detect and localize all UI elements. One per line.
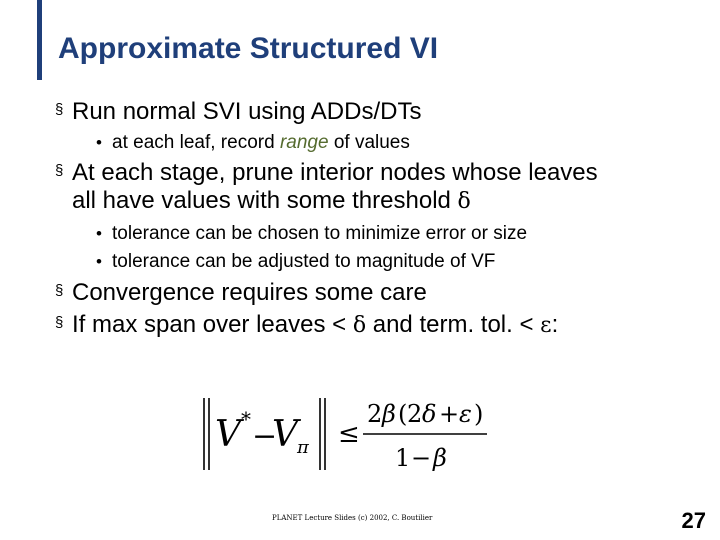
- subbullet-text: tolerance can be adjusted to magnitude of VF: [112, 251, 496, 273]
- subbullet-text-pre: at each leaf, record: [112, 131, 280, 153]
- subbullet-text-post: of values: [328, 131, 410, 153]
- bullet-prune-nodes-line2: [52, 187, 702, 215]
- bullet-marker-icon: §: [55, 313, 64, 331]
- delta-symbol: δ: [352, 312, 367, 338]
- num-open-paren: (: [398, 400, 408, 428]
- num-close-paren: ): [474, 400, 484, 428]
- highlight-range: range: [279, 131, 329, 153]
- num-beta: β: [382, 400, 396, 428]
- num-epsilon: ε: [459, 400, 472, 428]
- minus-symbol: −: [252, 419, 278, 454]
- v-symbol: V: [215, 414, 241, 455]
- page-number: 27: [681, 508, 706, 533]
- error-bound-equation: [195, 388, 535, 478]
- den-minus: −: [411, 444, 432, 472]
- bullet-marker-icon: §: [55, 282, 64, 300]
- equation-graphic: [195, 388, 535, 478]
- slide-footer: PLANET Lecture Slides (c) 2002, C. Boutilier: [272, 514, 433, 522]
- num-plus: +: [439, 400, 460, 428]
- subbullet-record-range: [52, 132, 702, 154]
- num-two: 2: [367, 400, 383, 428]
- subbullet-marker-icon: •: [96, 132, 102, 152]
- bullet-convergence: [52, 279, 702, 307]
- slide-title: Approximate Structured VI: [58, 32, 439, 65]
- bullet-text-line1: At each stage, prune interior nodes whose leaves: [72, 159, 598, 187]
- bullet-list: [52, 98, 702, 339]
- subbullet-tolerance-adjusted: [52, 251, 702, 273]
- leq-symbol: ≤: [338, 419, 360, 449]
- bullet-text-line2: all have values with some threshold: [72, 187, 458, 215]
- delta-symbol: δ: [457, 189, 471, 215]
- title-accent-bar: [37, 0, 42, 80]
- den-one: 1: [395, 444, 411, 472]
- bullet-text-pre: If max span over leaves <: [72, 310, 353, 338]
- epsilon-symbol: ε: [540, 312, 552, 338]
- num-delta: δ: [422, 400, 437, 428]
- bullet-marker-icon: §: [55, 101, 64, 118]
- v-pi-symbol: V: [272, 414, 298, 455]
- bullet-text: Convergence requires some care: [72, 279, 427, 307]
- subbullet-text: tolerance can be chosen to minimize error or size: [112, 222, 528, 244]
- pi-subscript: π: [297, 437, 309, 458]
- den-beta: β: [433, 444, 447, 472]
- bullet-run-svi: [52, 98, 702, 126]
- subbullet-tolerance-chosen: [52, 223, 702, 245]
- bullet-text-post: :: [551, 310, 559, 338]
- bullet-marker-icon: §: [55, 162, 64, 180]
- subbullet-marker-icon: •: [96, 223, 102, 243]
- star-symbol: *: [241, 407, 251, 431]
- bullet-text: Run normal SVI using ADDs/DTs: [72, 98, 422, 125]
- bullet-prune-nodes: [52, 159, 702, 187]
- bullet-text-mid: and term. tol. <: [366, 310, 541, 338]
- bullet-max-span: [52, 311, 702, 339]
- subbullet-marker-icon: •: [96, 252, 102, 272]
- num-two-b: 2: [407, 400, 423, 428]
